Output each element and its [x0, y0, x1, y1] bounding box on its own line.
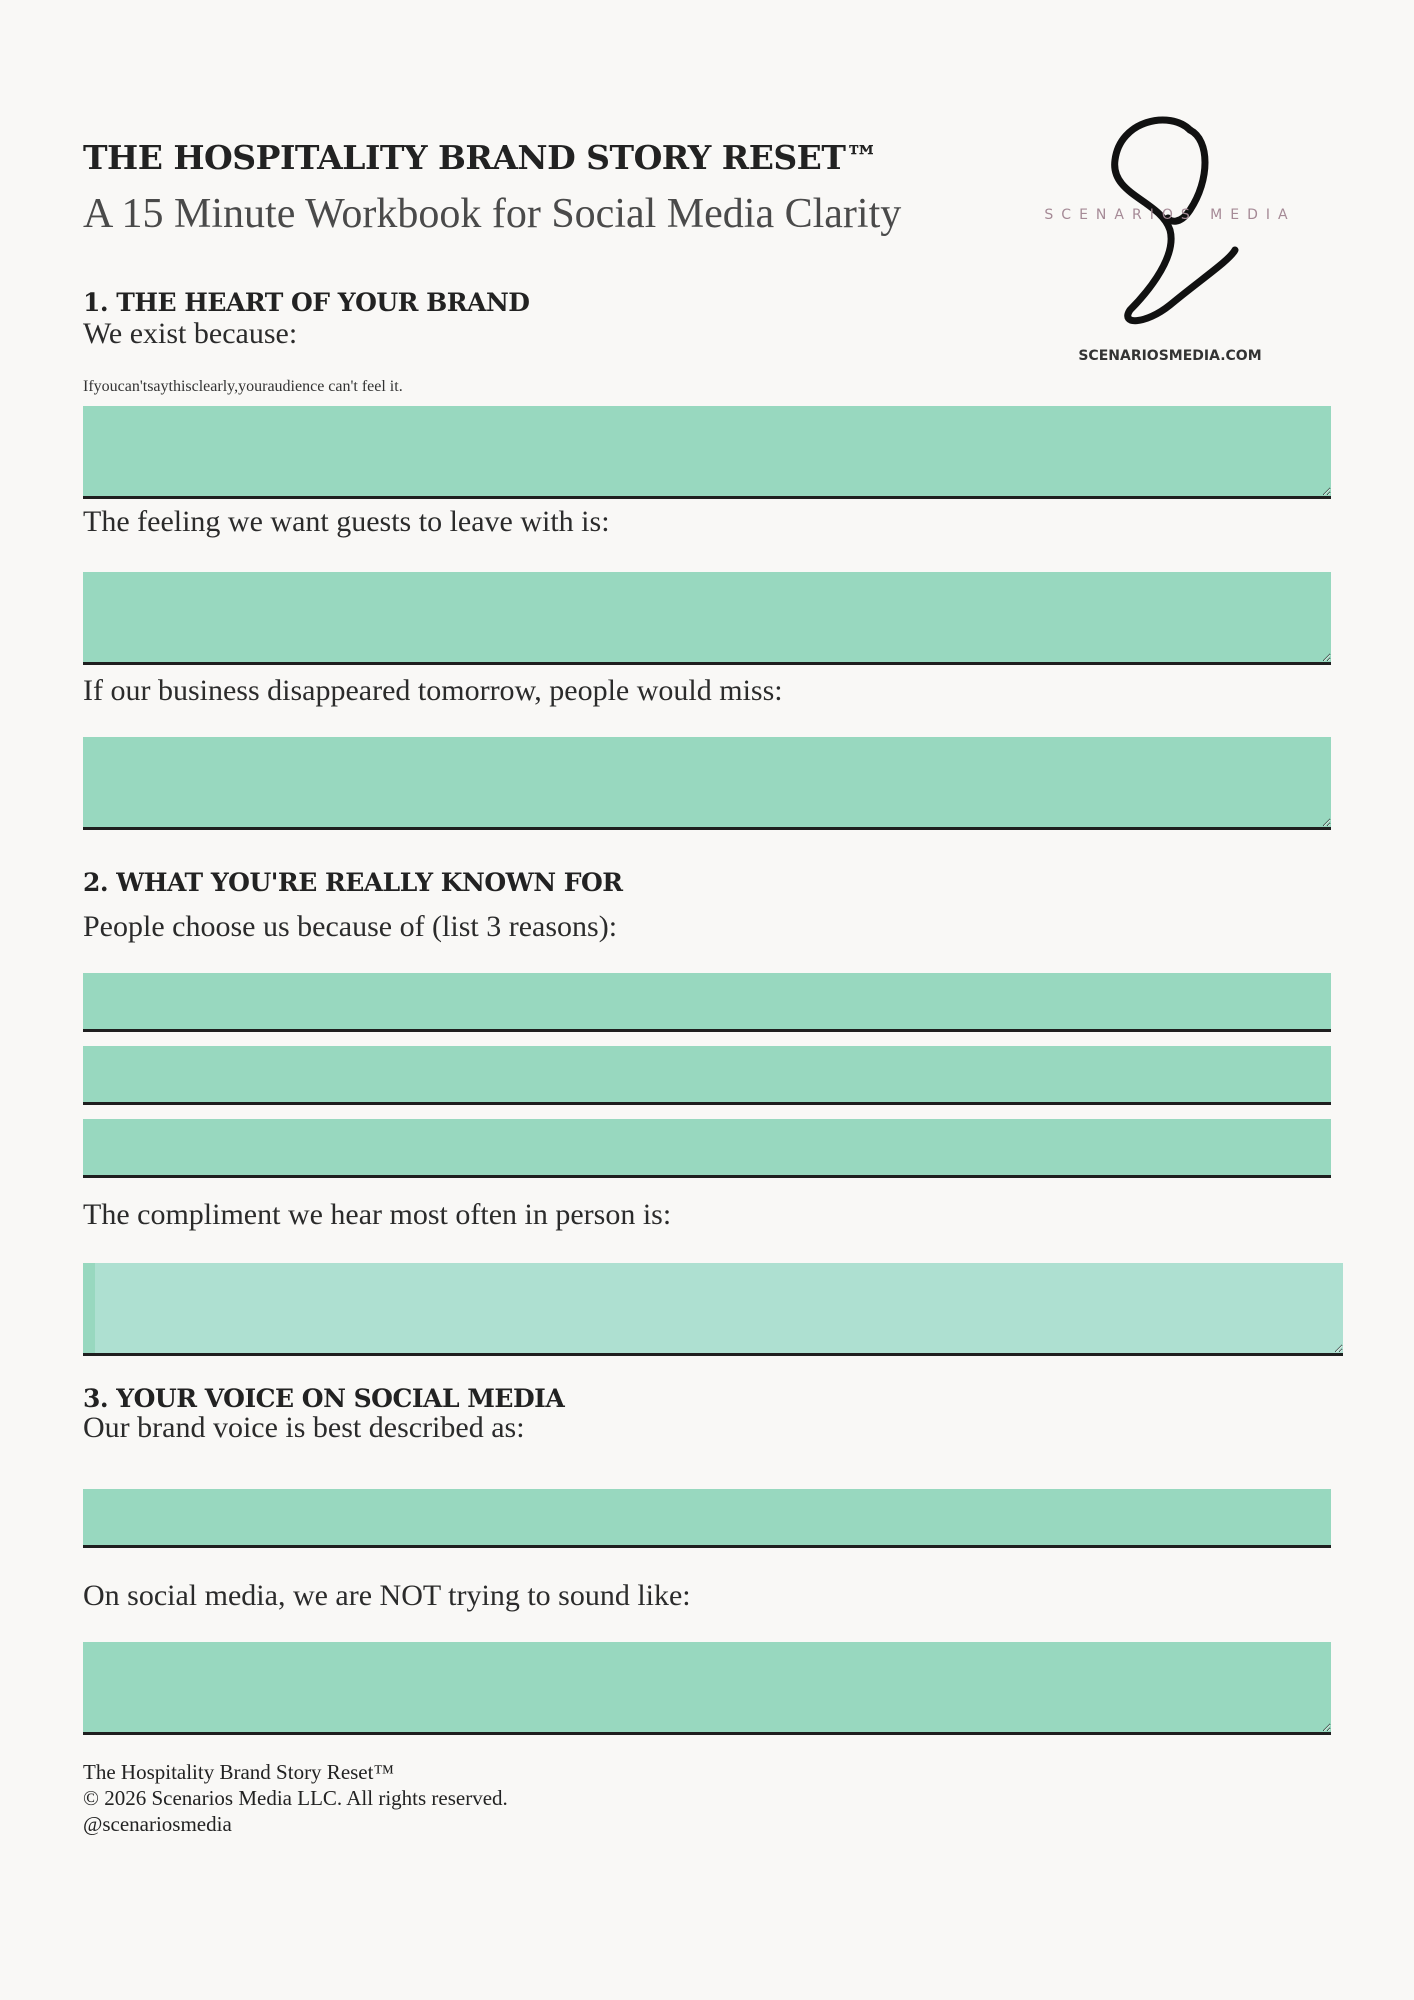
- miss-field[interactable]: [83, 737, 1331, 830]
- footer-copyright: © 2026 Scenarios Media LLC. All rights reserved.: [83, 1786, 508, 1810]
- prompt-miss: If our business disappeared tomorrow, people would miss:: [83, 674, 783, 707]
- section-3-heading: 3. YOUR VOICE ON SOCIAL MEDIA: [83, 1384, 565, 1413]
- prompt-we-exist: We exist because:: [83, 317, 298, 350]
- section-1-note: Ifyoucan'tsaythisclearly,youraudience can't feel it.: [83, 378, 403, 395]
- compliment-field-edge: [83, 1263, 95, 1353]
- reason-2-field[interactable]: [83, 1046, 1331, 1105]
- page-title: THE HOSPITALITY BRAND STORY RESET™: [83, 138, 878, 177]
- not-sound-like-field[interactable]: [83, 1642, 1331, 1735]
- prompt-voice: Our brand voice is best described as:: [83, 1411, 525, 1444]
- compliment-field[interactable]: [83, 1263, 1343, 1356]
- voice-field[interactable]: [83, 1489, 1331, 1548]
- logo-url: SCENARIOSMEDIA.COM: [1078, 348, 1262, 364]
- footer-handle: @scenariosmedia: [83, 1812, 232, 1836]
- prompt-reasons: People choose us because of (list 3 reasons):: [83, 910, 618, 943]
- scenarios-media-logo: [1020, 110, 1320, 380]
- reason-1-field[interactable]: [83, 973, 1331, 1032]
- page-subtitle: A 15 Minute Workbook for Social Media Clarity: [83, 191, 902, 237]
- we-exist-field[interactable]: [83, 406, 1331, 499]
- footer-title: The Hospitality Brand Story Reset™: [83, 1760, 395, 1784]
- reason-3-field[interactable]: [83, 1119, 1331, 1178]
- feeling-field[interactable]: [83, 572, 1331, 665]
- prompt-feeling: The feeling we want guests to leave with is:: [83, 505, 610, 538]
- prompt-not-sound-like: On social media, we are NOT trying to sound like:: [83, 1579, 691, 1612]
- section-2-heading: 2. WHAT YOU'RE REALLY KNOWN FOR: [83, 868, 623, 897]
- prompt-compliment: The compliment we hear most often in person is:: [83, 1198, 672, 1231]
- section-1-heading: 1. THE HEART OF YOUR BRAND: [83, 288, 530, 317]
- logo-brand-text: SCENARIOS MEDIA: [1044, 207, 1296, 223]
